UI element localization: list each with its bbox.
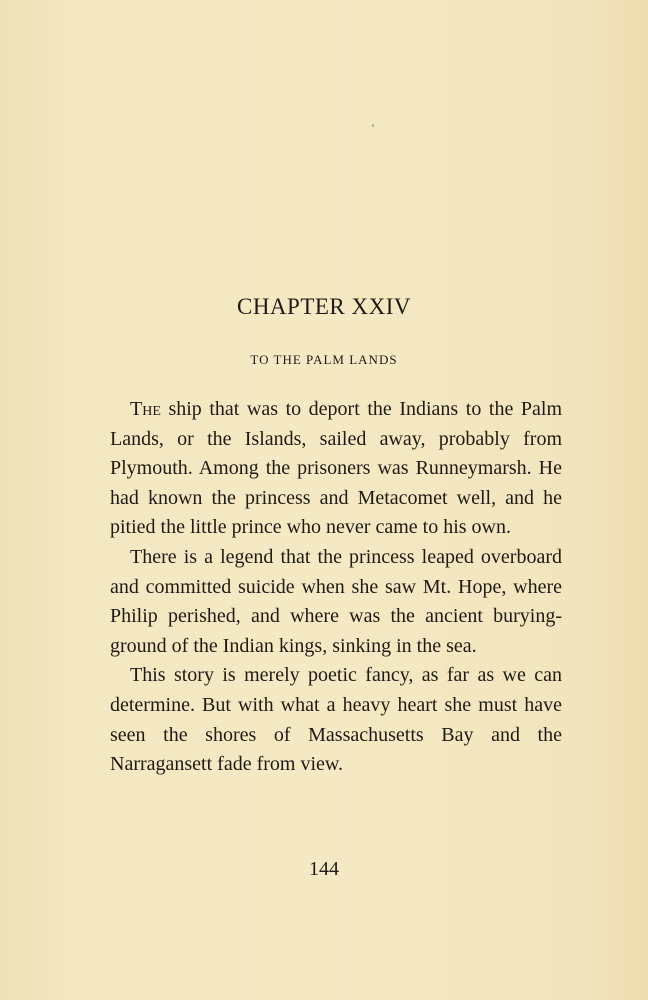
paragraph-1-text: ship that was to deport the Indians to the Palm Lands, or the Islands, sailed away, probably from Plymouth. Among the prisoners was Runneymarsh. He had known the princess and Metacomet well, and he pitied the little prince who never came to his own. (110, 398, 562, 539)
paragraph-3: This story is merely poetic fancy, as far as we can determine. But with what a heavy heart she must have seen the shores of Massachusetts Bay and the Narragansett fade from view. (110, 664, 562, 776)
paragraph-1 (110, 395, 562, 543)
chapter-subtitle: TO THE PALM LANDS (250, 352, 398, 367)
chapter-body (110, 395, 562, 780)
paper-speck (372, 124, 374, 127)
chapter-title: CHAPTER XXIV (236, 294, 412, 319)
page-number: 144 (309, 858, 339, 880)
paragraph-2: There is a legend that the princess leaped overboard and committed suicide when she saw Mt. Hope, where Philip perished, and where was the ancient burying-ground of the Indian kings, sinking in the sea. (110, 545, 562, 657)
lead-word: The (130, 398, 161, 420)
